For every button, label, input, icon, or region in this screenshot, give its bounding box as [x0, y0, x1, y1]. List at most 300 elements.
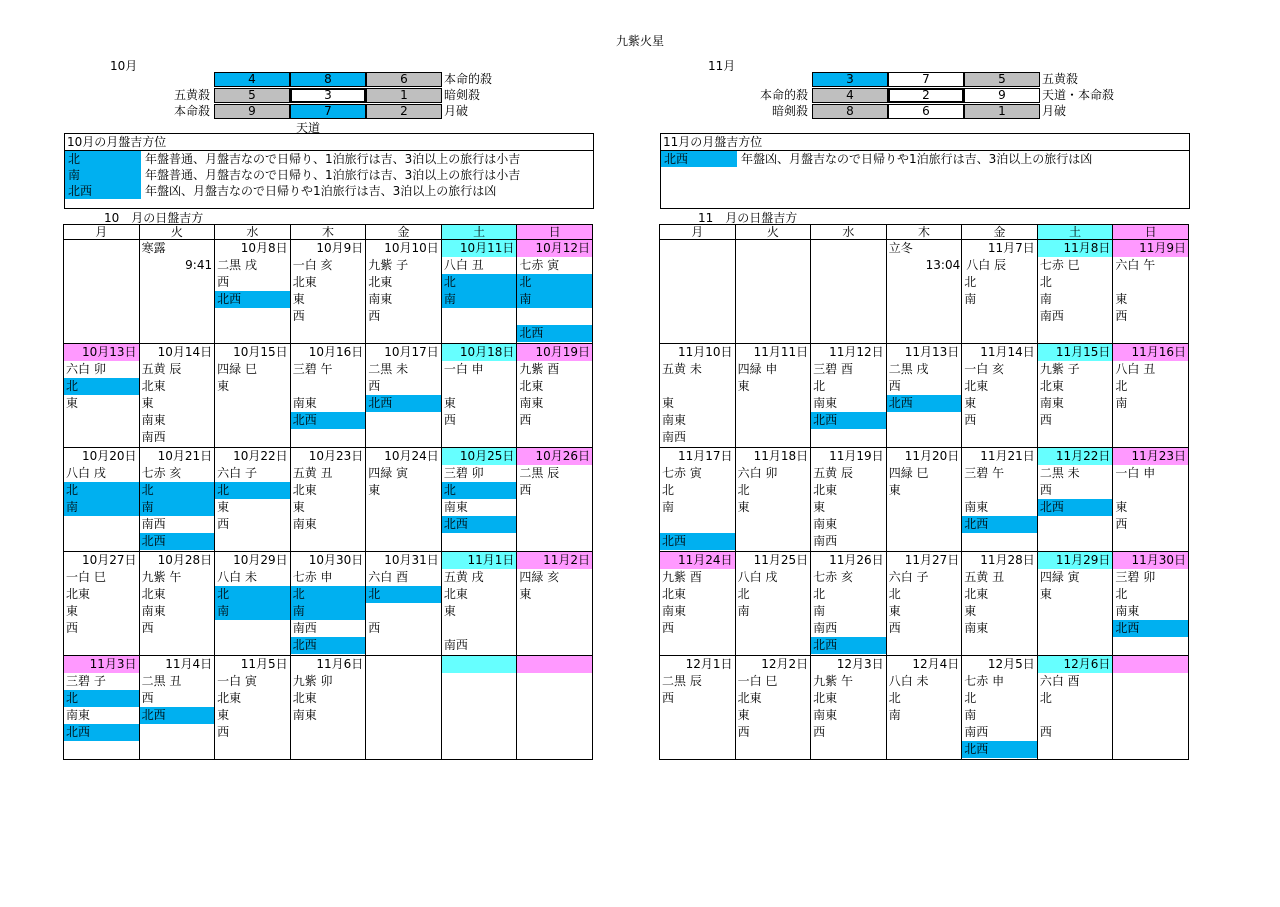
- plate-right-label: 月破: [1042, 104, 1067, 118]
- day-direction: 東: [217, 379, 230, 393]
- weekday-header: 金: [962, 225, 1038, 240]
- day-direction: 西: [443, 413, 456, 427]
- day-direction: [1113, 482, 1188, 499]
- calendar-day: [811, 240, 887, 344]
- day-cell: [64, 344, 139, 447]
- day-direction: 東: [662, 396, 675, 410]
- plate-cell: 5: [214, 88, 290, 103]
- day-direction: 北東: [292, 275, 317, 289]
- directions-title: 11月の月盤吉方位: [663, 135, 763, 149]
- day-direction: 東: [217, 500, 230, 514]
- day-direction: 北東: [1039, 379, 1064, 393]
- day-cell: [1113, 344, 1188, 447]
- calendar-day: [215, 656, 291, 760]
- day-date: 11月4日: [165, 657, 213, 671]
- calendar-day: [441, 448, 517, 552]
- day-cell: [366, 344, 441, 447]
- day-cell: [962, 656, 1037, 759]
- day-direction: 南西: [141, 430, 166, 444]
- day-direction: 北: [1115, 587, 1128, 601]
- calendar-day: [517, 656, 593, 760]
- calendar-day: [735, 448, 811, 552]
- day-date: 12月5日: [987, 657, 1035, 671]
- calendar-day: [64, 240, 140, 344]
- day-star: 四緑 申: [737, 362, 778, 376]
- month-label: 10月: [110, 59, 138, 73]
- day-date: 11月28日: [980, 553, 1035, 567]
- calendar-week: [660, 448, 1189, 552]
- day-star: 五黄 丑: [964, 570, 1005, 584]
- day-cell: [140, 552, 215, 655]
- day-direction: 北西: [140, 533, 215, 550]
- day-direction: 北東: [141, 379, 166, 393]
- day-date: 12月6日: [1038, 656, 1113, 673]
- day-direction: 北: [442, 482, 517, 499]
- day-cell: [1113, 240, 1188, 343]
- day-star: 二黒 辰: [519, 466, 560, 480]
- day-direction: 南東: [292, 517, 317, 531]
- day-date: 11月23日: [1113, 448, 1188, 465]
- day-cell: [1038, 448, 1113, 551]
- plate-left-label: 本命殺: [173, 104, 210, 118]
- day-direction: 北東: [964, 587, 989, 601]
- day-direction: 南東: [813, 396, 838, 410]
- day-cell: [442, 344, 517, 447]
- day-star: 五黄 戌: [443, 570, 484, 584]
- day-date: 10月15日: [233, 345, 288, 359]
- month-directions-box: [660, 133, 1190, 209]
- day-direction: [442, 378, 517, 395]
- direction-row: [661, 151, 1092, 167]
- calendar-week: [64, 240, 593, 344]
- weekday-header: 日: [1113, 225, 1189, 240]
- calendar-day: [1113, 552, 1189, 656]
- day-star: 三碧 午: [292, 362, 333, 376]
- day-direction: 東: [141, 396, 154, 410]
- day-star: 四緑 巳: [888, 466, 929, 480]
- day-direction: 南東: [1039, 396, 1064, 410]
- plate-cell: 3: [812, 72, 888, 87]
- day-date: 11月26日: [829, 553, 884, 567]
- calendar-day: [1037, 656, 1113, 760]
- plate-cell: 8: [290, 72, 366, 87]
- day-direction: [291, 378, 366, 395]
- direction-note: 年盤凶、月盤吉なので日帰りや1泊旅行は吉、3泊以上の旅行は凶: [741, 152, 1093, 166]
- day-direction: 北: [964, 691, 977, 705]
- day-direction: 北東: [813, 483, 838, 497]
- plate-cell: 8: [812, 104, 888, 119]
- day-direction: 寒露: [141, 241, 166, 255]
- day-star: 四緑 寅: [1039, 570, 1080, 584]
- day-cell: [887, 240, 962, 343]
- day-date: 12月3日: [836, 657, 884, 671]
- day-direction: 東: [292, 500, 305, 514]
- day-direction: 北東: [66, 587, 91, 601]
- day-star: 九紫 子: [368, 258, 409, 272]
- weekday-header: 火: [735, 225, 811, 240]
- calendar-day: [139, 448, 215, 552]
- direction-note: 年盤普通、月盤吉なので日帰り、1泊旅行は吉、3泊以上の旅行は小吉: [145, 168, 521, 182]
- day-direction: [1113, 656, 1188, 673]
- day-direction: 南西: [141, 517, 166, 531]
- day-direction: 北: [64, 378, 139, 395]
- day-cell: [660, 240, 735, 343]
- day-direction: 北: [517, 274, 592, 291]
- day-direction: 北: [1039, 275, 1052, 289]
- day-cell: [887, 448, 962, 551]
- day-cell: [736, 344, 811, 447]
- day-direction: 東: [443, 396, 456, 410]
- day-date: 12月2日: [761, 657, 809, 671]
- calendar-day: [64, 448, 140, 552]
- calendar-day: [366, 344, 442, 448]
- calendar-day: [290, 656, 366, 760]
- day-direction: 南西: [443, 638, 468, 652]
- calendar-day: [1037, 448, 1113, 552]
- day-cell: [811, 344, 886, 447]
- day-direction: 東: [368, 483, 381, 497]
- day-direction: 北: [442, 274, 517, 291]
- day-direction: 西: [1039, 725, 1052, 739]
- day-cell: [64, 656, 139, 759]
- calendar-day: [139, 344, 215, 448]
- day-direction: 南: [140, 499, 215, 516]
- day-date: 10月31日: [384, 553, 439, 567]
- day-cell: [962, 344, 1037, 447]
- day-star: 四緑 寅: [368, 466, 409, 480]
- day-date: 10月11日: [442, 240, 517, 257]
- plate-right-label: 本命的殺: [444, 72, 493, 86]
- day-cell: [366, 656, 441, 759]
- day-cell: [140, 448, 215, 551]
- direction-name: 北: [65, 151, 141, 167]
- day-direction: 南西: [813, 621, 838, 635]
- direction-note: 年盤凶、月盤吉なので日帰りや1泊旅行は吉、3泊以上の旅行は凶: [145, 184, 497, 198]
- day-cell: [366, 240, 441, 343]
- weekday-header: 水: [215, 225, 291, 240]
- day-direction: 北: [964, 275, 977, 289]
- day-date: 12月1日: [685, 657, 733, 671]
- weekday-header: 月: [64, 225, 140, 240]
- weekday-header: 水: [811, 225, 887, 240]
- day-direction: 北: [64, 482, 139, 499]
- day-star: 一白 巳: [66, 570, 106, 584]
- day-date: 10月26日: [517, 448, 592, 465]
- day-star: 八白 丑: [1115, 362, 1156, 376]
- day-direction: 西: [1115, 517, 1128, 531]
- calendar-day: [660, 344, 736, 448]
- day-direction: 西: [964, 413, 977, 427]
- day-star: 二黒 未: [368, 362, 409, 376]
- day-direction: 西: [292, 309, 305, 323]
- calendar-week: [64, 552, 593, 656]
- day-cell: [887, 656, 962, 759]
- day-star: 六白 卯: [737, 466, 778, 480]
- day-cell: [811, 656, 886, 759]
- day-star: 二黒 戌: [888, 362, 929, 376]
- day-direction: 南: [888, 708, 901, 722]
- day-star: 六白 卯: [66, 362, 106, 376]
- day-direction: 東: [443, 604, 456, 618]
- day-date: 11月1日: [442, 552, 517, 569]
- day-direction: 東: [737, 708, 750, 722]
- direction-name: 北西: [661, 151, 737, 167]
- day-direction: 西: [662, 621, 675, 635]
- day-cell: [140, 240, 215, 343]
- day-direction: [442, 656, 517, 673]
- day-direction: [442, 620, 517, 637]
- day-star: 八白 未: [217, 570, 257, 584]
- calendar-day: [886, 656, 962, 760]
- day-cell: [736, 448, 811, 551]
- day-cell: [736, 240, 811, 343]
- day-direction: 南西: [1039, 309, 1064, 323]
- calendar-day: [517, 552, 593, 656]
- day-direction: 北: [813, 379, 826, 393]
- day-direction: 南東: [1115, 604, 1140, 618]
- day-cell: [1113, 552, 1188, 655]
- day-date: 10月21日: [157, 449, 213, 463]
- day-direction: 西: [737, 725, 750, 739]
- plate-right-label: 暗剣殺: [444, 88, 481, 102]
- plate-left-label: 本命的殺: [759, 88, 808, 102]
- day-date: 11月3日: [64, 656, 139, 673]
- day-cell: [962, 552, 1037, 655]
- day-direction: 西: [888, 379, 901, 393]
- day-star: 五黄 辰: [141, 362, 182, 376]
- day-direction: 北: [888, 691, 901, 705]
- calendar-day: [290, 552, 366, 656]
- day-star: 三碧 午: [964, 466, 1005, 480]
- calendar-day: [290, 448, 366, 552]
- day-direction: 北西: [962, 516, 1037, 533]
- day-cell: [660, 656, 735, 759]
- day-direction: 東: [964, 396, 977, 410]
- weekday-header: 木: [290, 225, 366, 240]
- day-cell: [736, 656, 811, 759]
- day-cell: [517, 344, 592, 447]
- day-direction: 北東: [217, 691, 242, 705]
- day-star: 六白 子: [888, 570, 929, 584]
- direction-name: 北西: [65, 183, 141, 199]
- day-direction: 南: [215, 603, 290, 620]
- day-cell: [517, 552, 592, 655]
- day-star: 七赤 寅: [662, 466, 702, 480]
- calendar-day: [660, 240, 736, 344]
- day-direction: 北東: [813, 691, 838, 705]
- day-direction: 北東: [292, 483, 317, 497]
- day-star: 四緑 亥: [519, 570, 560, 584]
- day-star: 五黄 辰: [813, 466, 853, 480]
- day-cell: [291, 344, 366, 447]
- day-date: 11月21日: [980, 449, 1035, 463]
- day-direction: 南東: [662, 413, 687, 427]
- day-direction: 南: [64, 499, 139, 516]
- day-date: 10月25日: [442, 448, 517, 465]
- day-date: 11月9日: [1113, 240, 1188, 257]
- plate-cell: 4: [214, 72, 290, 87]
- day-direction: 南: [291, 603, 366, 620]
- day-direction: 西: [66, 621, 79, 635]
- day-cell: [442, 448, 517, 551]
- direction-row: [65, 167, 520, 183]
- day-star: 三碧 酉: [813, 362, 853, 376]
- day-direction: 東: [519, 587, 532, 601]
- day-star: 三碧 卯: [1115, 570, 1156, 584]
- day-direction: 西: [1039, 483, 1052, 497]
- day-direction: 東: [888, 604, 901, 618]
- day-star: 八白 丑: [443, 258, 484, 272]
- day-date: 11月17日: [678, 449, 733, 463]
- calendar-day: [962, 344, 1038, 448]
- day-star: 五黄 丑: [292, 466, 333, 480]
- day-cell: [140, 656, 215, 759]
- day-direction: 北: [215, 482, 290, 499]
- day-direction: 東: [813, 500, 826, 514]
- day-direction: 北西: [366, 395, 441, 412]
- day-date: 10月23日: [308, 449, 364, 463]
- day-direction: 東: [1115, 292, 1128, 306]
- day-direction: 東: [737, 379, 750, 393]
- day-cell: [811, 448, 886, 551]
- day-direction: 南東: [141, 413, 166, 427]
- calendar-day: [1037, 552, 1113, 656]
- day-date: 10月28日: [157, 553, 213, 567]
- day-direction: 北西: [962, 741, 1037, 758]
- plate-cell: 2: [366, 104, 442, 119]
- calendar-week: [660, 240, 1189, 344]
- day-cell: [660, 552, 735, 655]
- day-star: 二黒 丑: [141, 674, 182, 688]
- day-direction: 南東: [368, 292, 393, 306]
- day-direction: 北西: [64, 724, 139, 741]
- day-direction: 西: [1115, 309, 1128, 323]
- day-calendar: [659, 224, 1189, 760]
- day-star: 九紫 午: [141, 570, 182, 584]
- day-star: 七赤 亥: [141, 466, 182, 480]
- day-direction: 南東: [662, 604, 687, 618]
- calendar-day: [1113, 656, 1189, 760]
- day-direction: 南東: [141, 604, 166, 618]
- calendar-week: [64, 448, 593, 552]
- day-direction: 北: [737, 483, 750, 497]
- day-date: 11月8日: [1038, 240, 1113, 257]
- day-date: 10月27日: [82, 553, 137, 567]
- day-cell: [1038, 552, 1113, 655]
- plate-right-label: 月破: [444, 104, 469, 118]
- day-direction: 北: [1039, 691, 1052, 705]
- day-direction: 北: [1115, 379, 1128, 393]
- day-cell: [215, 552, 290, 655]
- weekday-header: 月: [660, 225, 736, 240]
- day-direction: 西: [888, 621, 901, 635]
- calendar-day: [290, 344, 366, 448]
- calendar-day: [441, 240, 517, 344]
- day-direction: 南西: [813, 534, 838, 548]
- calendar-day: [290, 240, 366, 344]
- calendar-caption: 11 月の日盤吉方: [698, 211, 798, 225]
- day-direction: 西: [519, 483, 532, 497]
- day-date: 10月19日: [517, 344, 592, 361]
- day-direction: 北西: [811, 412, 886, 429]
- calendar-day: [735, 656, 811, 760]
- weekday-header: 火: [139, 225, 215, 240]
- day-star: 九紫 酉: [519, 362, 560, 376]
- day-direction: 北東: [141, 587, 166, 601]
- day-direction: 南: [964, 292, 977, 306]
- calendar-day: [1037, 344, 1113, 448]
- day-star: 二黒 辰: [662, 674, 702, 688]
- day-direction: 北西: [660, 533, 735, 550]
- day-direction: 南東: [443, 500, 468, 514]
- solar-term-time: 13:04: [925, 258, 961, 272]
- day-direction: 南: [964, 708, 977, 722]
- plate-cell: 2: [888, 88, 964, 103]
- day-date: 11月10日: [678, 345, 733, 359]
- calendar-caption: 10 月の日盤吉方: [104, 211, 204, 225]
- day-date: 10月29日: [233, 553, 288, 567]
- day-direction: 南東: [964, 500, 989, 514]
- day-date: 11月12日: [829, 345, 884, 359]
- calendar-day: [1113, 448, 1189, 552]
- day-direction: 北東: [292, 691, 317, 705]
- weekday-header: 木: [886, 225, 962, 240]
- day-cell: [291, 552, 366, 655]
- day-cell: [215, 448, 290, 551]
- day-date: 10月24日: [384, 449, 439, 463]
- day-direction: 北東: [662, 587, 687, 601]
- day-date: 11月30日: [1113, 552, 1188, 569]
- day-star: 六白 酉: [368, 570, 409, 584]
- day-direction: 東: [66, 604, 79, 618]
- day-cell: [291, 240, 366, 343]
- day-cell: [1113, 448, 1188, 551]
- day-date: 11月19日: [829, 449, 884, 463]
- day-date: 10月20日: [82, 449, 137, 463]
- day-direction: 西: [1039, 413, 1052, 427]
- calendar-day: [517, 448, 593, 552]
- day-direction: 北西: [517, 325, 592, 342]
- day-cell: [215, 656, 290, 759]
- day-direction: 南: [1115, 396, 1128, 410]
- plate-below-label: 天道: [296, 121, 321, 135]
- day-star: 六白 午: [1115, 258, 1156, 272]
- day-direction: 南: [517, 291, 592, 308]
- day-star: 九紫 酉: [662, 570, 702, 584]
- calendar-day: [811, 552, 887, 656]
- day-cell: [887, 552, 962, 655]
- calendar-day: [811, 344, 887, 448]
- day-direction: 北西: [215, 291, 290, 308]
- plate-left-label: 五黄殺: [173, 88, 210, 102]
- day-direction: 南東: [292, 396, 317, 410]
- day-cell: [887, 344, 962, 447]
- direction-name: 南: [65, 167, 141, 183]
- calendar-day: [962, 552, 1038, 656]
- plate-cell: 1: [964, 104, 1040, 119]
- calendar-day: [735, 344, 811, 448]
- plate-cell: 9: [214, 104, 290, 119]
- day-date: 10月18日: [442, 344, 517, 361]
- calendar-day: [517, 344, 593, 448]
- day-direction: 西: [141, 621, 154, 635]
- calendar-day: [886, 448, 962, 552]
- day-direction: 北: [291, 586, 366, 603]
- day-direction: 東: [1115, 500, 1128, 514]
- calendar-day: [1037, 240, 1113, 344]
- calendar-day: [215, 552, 291, 656]
- day-cell: [291, 656, 366, 759]
